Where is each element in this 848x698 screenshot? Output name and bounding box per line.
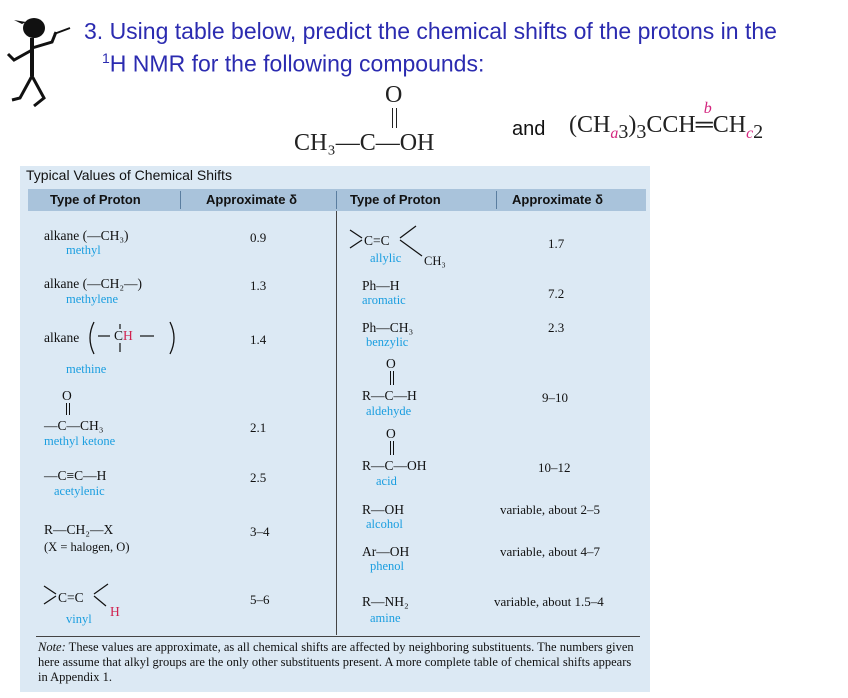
methine-carbon: C xyxy=(114,328,124,343)
question-line-2 xyxy=(102,50,484,78)
row-allylic-delta: 1.7 xyxy=(548,236,565,251)
row-acetylenic-name: acetylenic xyxy=(54,484,105,498)
aldehyde-double-bond xyxy=(390,371,394,385)
row-amine-name: amine xyxy=(370,611,401,625)
acetic-acid-formula: CH₃—C—OH xyxy=(294,130,435,156)
row-phenol-type: Ar—OH xyxy=(362,544,410,559)
row-benzylic-delta: 2.3 xyxy=(548,320,565,335)
row-alcohol-delta: variable, about 2–5 xyxy=(500,502,600,517)
note-divider xyxy=(36,636,640,637)
row-amine-delta: variable, about 1.5–4 xyxy=(494,594,604,609)
acetic-carbonyl-oxygen: O xyxy=(385,82,403,108)
row-methylene-delta: 1.3 xyxy=(250,278,267,293)
row-allylic-name: allylic xyxy=(370,251,402,265)
row-methine-name: methine xyxy=(66,362,107,376)
and-text: and xyxy=(512,118,546,140)
header-delta-right: Approximate δ xyxy=(512,192,603,207)
row-acid-type: R—C—OH xyxy=(362,458,427,473)
row-acetylenic-delta: 2.5 xyxy=(250,470,267,485)
row-phenol-delta: variable, about 4–7 xyxy=(500,544,600,559)
row-vinyl-delta: 5–6 xyxy=(250,592,270,607)
row-aldehyde-oxygen: O xyxy=(386,356,396,371)
label-b: b xyxy=(703,100,712,117)
row-aromatic-type: Ph—H xyxy=(362,278,400,293)
acetic-double-bond xyxy=(392,108,397,128)
row-ketone-name: methyl ketone xyxy=(44,434,116,448)
row-halide-delta: 3–4 xyxy=(250,524,270,539)
note-text: These values are approximate, as all chemical shifts are affected by neighboring substituents. The numbers given here assume that alkyl groups are the only other substituents present. A more complete table of chemical shifts appears in Appendix 1. xyxy=(38,640,634,684)
row-aldehyde-type: R—C—H xyxy=(362,388,417,403)
row-methine-delta: 1.4 xyxy=(250,332,267,347)
row-halide-note: (X = halogen, O) xyxy=(44,540,130,554)
row-methyl-type: alkane (—CH₃) xyxy=(44,228,129,243)
acid-double-bond xyxy=(390,441,394,455)
table-note xyxy=(38,640,638,685)
ketone-double-bond xyxy=(66,403,70,415)
row-methyl-delta: 0.9 xyxy=(250,230,267,245)
row-methylene-name: methylene xyxy=(66,292,119,306)
table-caption: Typical Values of Chemical Shifts xyxy=(26,167,232,183)
row-alcohol-name: alcohol xyxy=(366,517,403,531)
row-acid-oxygen: O xyxy=(386,426,396,441)
row-ketone-delta: 2.1 xyxy=(250,420,267,435)
row-allylic-methyl: CH₃ xyxy=(424,254,446,268)
alkene-formula: $(CH_{a3})_3CCH$ b $═CH_{c2}$ xyxy=(569,100,764,143)
row-aromatic-delta: 7.2 xyxy=(548,286,565,301)
row-allylic-type: C=C xyxy=(364,233,390,248)
row-halide-type: R—CH₂—X xyxy=(44,522,114,537)
header-divider xyxy=(336,191,337,209)
row-aldehyde-delta: 9–10 xyxy=(542,390,568,405)
row-aromatic-name: aromatic xyxy=(362,293,406,307)
methine-fragment xyxy=(114,328,133,344)
thinking-stick-figure-icon xyxy=(4,14,72,110)
row-acetylenic-type: —C≡C—H xyxy=(44,468,107,483)
row-vinyl-name: vinyl xyxy=(66,612,92,626)
row-aldehyde-name: aldehyde xyxy=(366,404,412,418)
row-phenol-name: phenol xyxy=(370,559,405,573)
label-a: a xyxy=(610,124,619,142)
row-vinyl-type: C=C xyxy=(58,590,84,605)
question-line-2-text: H NMR for the following compounds: xyxy=(109,50,485,77)
label-c: c xyxy=(746,124,754,142)
row-alcohol-type: R—OH xyxy=(362,502,405,517)
header-type-right: Type of Proton xyxy=(350,192,441,207)
row-ketone-formula: —C—CH₃ xyxy=(44,418,104,433)
header-delta-left: Approximate δ xyxy=(206,192,297,207)
note-label: Note: xyxy=(38,640,66,654)
header-divider xyxy=(496,191,497,209)
methine-proton: H xyxy=(123,328,133,343)
question-line-1: 3. Using table below, predict the chemical shifts of the protons in the xyxy=(84,18,777,44)
row-benzylic-type: Ph—CH₃ xyxy=(362,320,414,335)
row-amine-type: R—NH₂ xyxy=(362,594,409,609)
row-vinyl-proton: H xyxy=(110,604,120,619)
row-methine-type: alkane xyxy=(44,330,80,345)
row-benzylic-name: benzylic xyxy=(366,335,409,349)
header-type-left: Type of Proton xyxy=(50,192,141,207)
superscript-one: 1 xyxy=(102,50,110,66)
header-divider xyxy=(180,191,181,209)
row-ketone-oxygen: O xyxy=(62,388,72,403)
row-methyl-name: methyl xyxy=(66,243,101,257)
row-acid-delta: 10–12 xyxy=(538,460,571,475)
row-methylene-type: alkane (—CH₂—) xyxy=(44,276,143,291)
column-divider xyxy=(336,211,337,635)
row-acid-name: acid xyxy=(376,474,397,488)
